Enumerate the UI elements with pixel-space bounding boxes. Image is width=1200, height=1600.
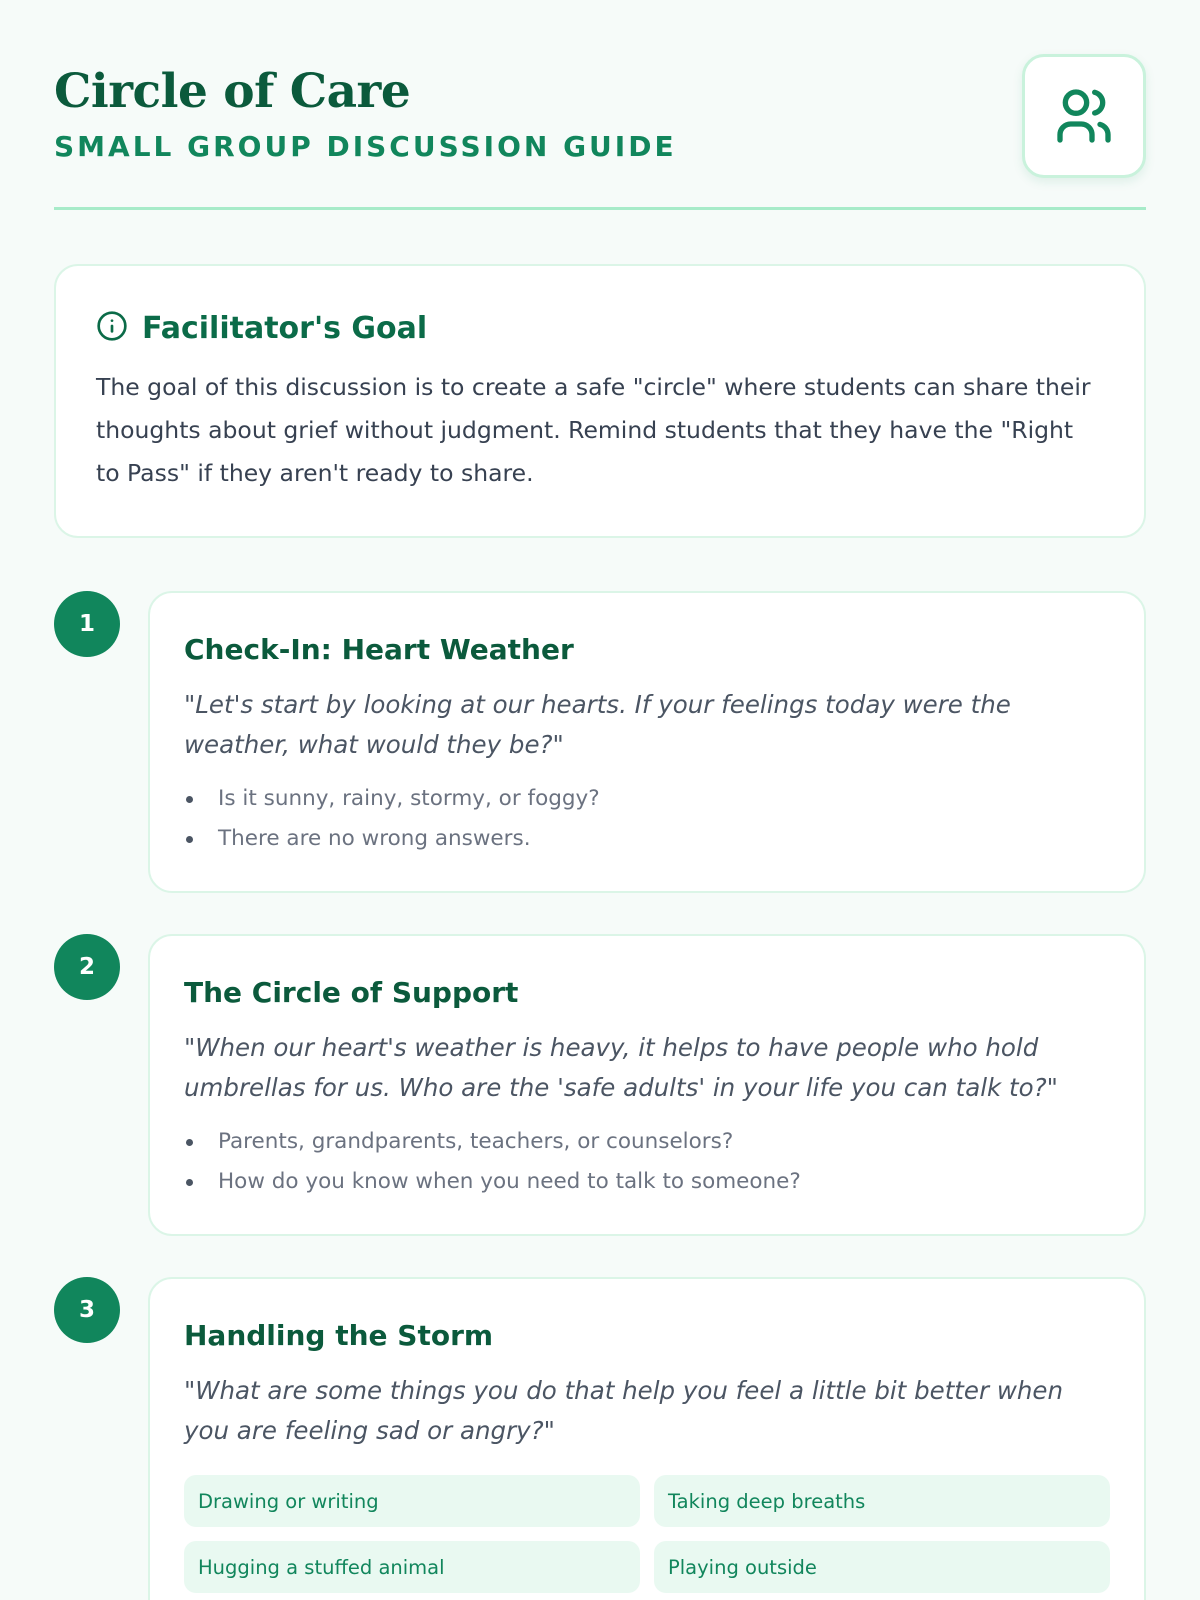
- step-card: [148, 1277, 1146, 1600]
- goal-body: The goal of this discussion is to create a safe "circle" where students can share their thoughts about grief without judgment. Remind students that they have the "Right to Pass" if they aren't ready to share.: [96, 373, 1091, 487]
- step-number-badge: 3: [54, 1277, 120, 1343]
- page-title: Circle of Care: [54, 64, 411, 119]
- list-item-text: There are no wrong answers.: [218, 826, 531, 851]
- step-number-badge: 2: [54, 934, 120, 1000]
- coping-strategies-grid: [184, 1475, 1110, 1593]
- page-header: [54, 0, 1146, 210]
- list-item: [184, 779, 1110, 819]
- step-prompts: [184, 1122, 1110, 1202]
- list-item-text: Parents, grandparents, teachers, or counselors?: [218, 1129, 734, 1154]
- bullet-icon: [186, 836, 193, 843]
- step-quote: "When our heart's weather is heavy, it helps to have people who hold umbrellas for us. Who are the 'safe adults' in your life you can talk to?": [184, 1033, 1058, 1102]
- bullet-icon: [186, 1139, 193, 1146]
- step-number-badge: 1: [54, 591, 120, 657]
- list-item-text: Is it sunny, rainy, stormy, or foggy?: [218, 786, 600, 811]
- step-quote: "Let's start by looking at our hearts. If your feelings today were the weather, what would they be?": [184, 690, 1011, 759]
- step-title: Handling the Storm: [184, 1319, 494, 1352]
- strategy-chip: Drawing or writing: [184, 1475, 640, 1527]
- step-title: The Circle of Support: [184, 976, 519, 1009]
- goal-heading-text: Facilitator's Goal: [142, 310, 428, 346]
- facilitator-goal-card: [54, 264, 1146, 538]
- list-item-text: How do you know when you need to talk to someone?: [218, 1169, 801, 1194]
- info-icon: [96, 310, 128, 346]
- list-item: [184, 819, 1110, 859]
- list-item: [184, 1122, 1110, 1162]
- step-card: [148, 591, 1146, 893]
- step-prompts: [184, 779, 1110, 859]
- strategy-chip: Taking deep breaths: [654, 1475, 1110, 1527]
- users-icon: [1022, 54, 1146, 178]
- step-card: [148, 934, 1146, 1236]
- bullet-icon: [186, 796, 193, 803]
- goal-heading: [96, 306, 1104, 350]
- step-quote: "What are some things you do that help you feel a little bit better when you are feeling sad or angry?": [184, 1376, 1064, 1445]
- list-item: [184, 1162, 1110, 1202]
- strategy-chip: Playing outside: [654, 1541, 1110, 1593]
- page-subtitle: SMALL GROUP DISCUSSION GUIDE: [54, 130, 677, 163]
- step-title: Check-In: Heart Weather: [184, 633, 574, 666]
- strategy-chip: Hugging a stuffed animal: [184, 1541, 640, 1593]
- bullet-icon: [186, 1179, 193, 1186]
